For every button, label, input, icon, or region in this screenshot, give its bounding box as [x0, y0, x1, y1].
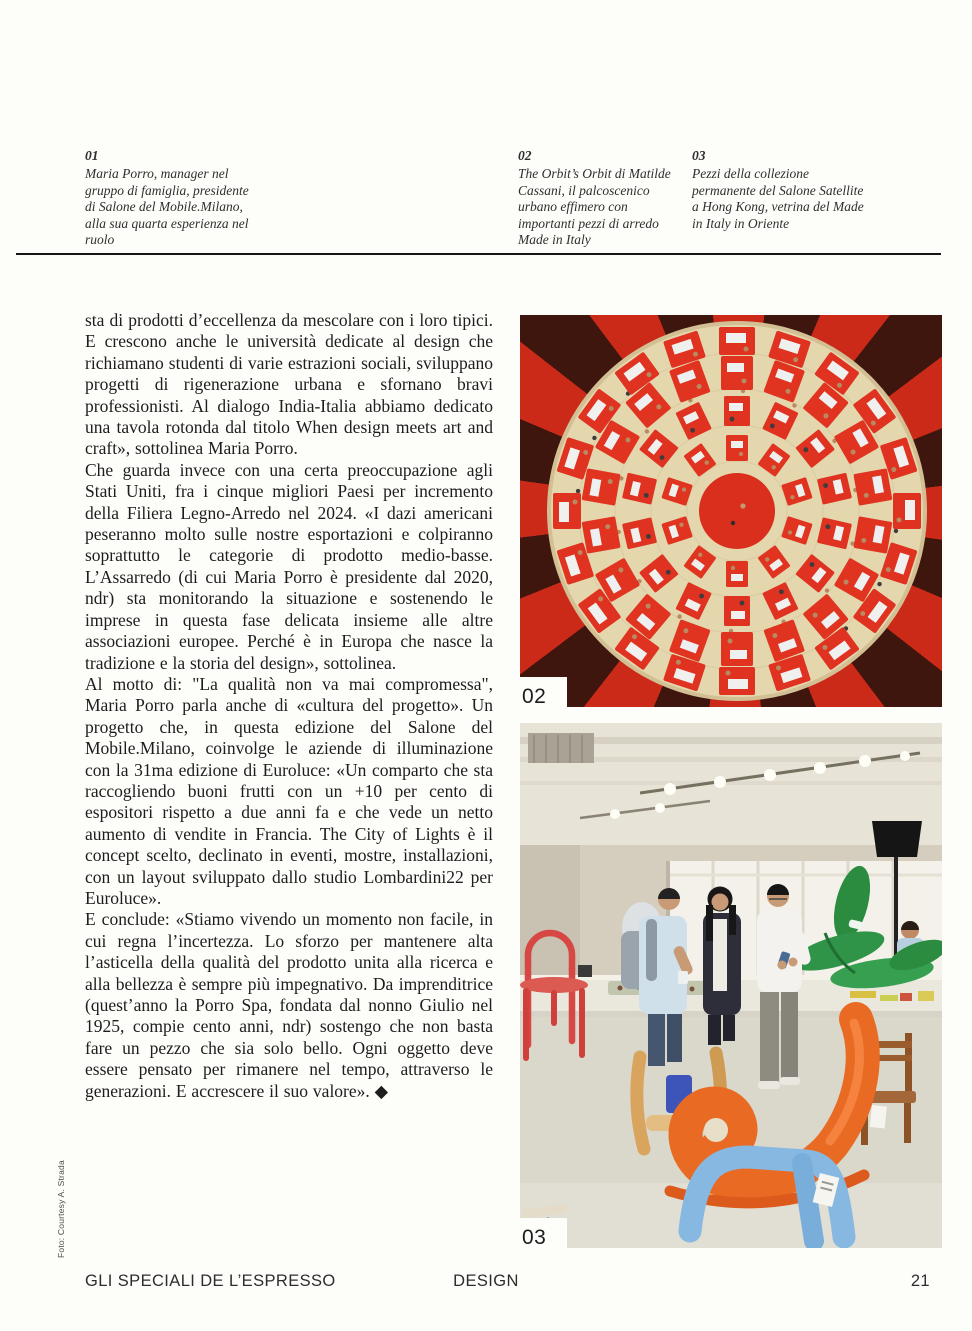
caption-02: [518, 148, 681, 248]
caption-01-text: Maria Porro, manager nel gruppo di famiglia, presidente di Salone del Mobile.Milano, alla sua quarta esperienza nel ruolo: [85, 166, 249, 248]
photo-03-label-box: [520, 1218, 567, 1248]
caption-01: [85, 148, 257, 248]
article-paragraph: Al motto di: "La qualità non va mai compromessa", Maria Porro parla anche di «cultura del progetto». Un progetto che, in questa edizione del Salone del Mobile.Milano, coinvolge le aziende di illuminazione con la 31ma edizione di Euroluce: «Un comparto che sta raccogliendo buoni frutti con un +10 per cento di espositori rispetto a due anni fa e che vede un netto aumento di vendite in Francia. The City of Lights è il concept scelto, declinato in eventi, mostre, installazioni, con un layout sviluppato dallo studio Lombardini22 per Euroluce».: [85, 673, 493, 908]
article-paragraph: E conclude: «Stiamo vivendo un momento non facile, in cui regna l’incertezza. Lo sforzo per mantenere alta l’asticella della qualità del prodotto unita alla ricerca e alla bellezza è sempre più impegnativo. Da imprenditrice (quest’anno la Porro Spa, fondata dal nonno Giulio nel 1925, compie cento anni, ndr) sostengo che non basta fare un pezzo che sia solo bello. Ogni oggetto deve essere pensato per rimanere nel tempo, attraverso le generazioni. E accrescere il suo valore». ◆: [85, 909, 493, 1101]
photo-02-label-box: [520, 677, 567, 707]
photo-03-label: 03: [522, 1226, 547, 1248]
aerial-photo-graphic: [520, 315, 942, 707]
caption-01-number: 01: [85, 148, 99, 163]
footer-section-title: DESIGN: [453, 1272, 519, 1290]
caption-02-number: 02: [518, 148, 532, 163]
photo-02-label: 02: [522, 685, 547, 707]
caption-02-text: The Orbit’s Orbit di Matilde Cassani, il palcoscenico urbano effimero con importanti pezzi di arredo Made in Italy: [518, 166, 671, 248]
article-body: [85, 310, 493, 1102]
caption-03-text: Pezzi della collezione permanente del Salone Satellite a Hong Kong, vetrina del Made in Italy in Oriente: [692, 166, 864, 231]
photo-showroom: [520, 723, 942, 1248]
caption-03-number: 03: [692, 148, 706, 163]
page-footer: [0, 1272, 972, 1296]
footer-series-title: GLI SPECIALI DE L’ESPRESSO: [85, 1272, 336, 1290]
photo-credit: Foto: Courtesy A. Strada: [56, 1160, 66, 1258]
footer-page-number: 21: [910, 1272, 930, 1290]
article-paragraph: sta di prodotti d’eccellenza da mescolare con i loro tipici. E crescono anche le università dedicate al design che richiamano studenti di varie estrazioni sociali, sviluppano progetti di rigenerazione urbana e sfornano bravi professionisti. Al dialogo India-Italia abbiamo dedicato una tavola rotonda dal titolo When design meets art and craft», sottolinea Maria Porro.: [85, 310, 493, 459]
article-paragraph: Che guarda invece con una certa preoccupazione agli Stati Uniti, fra i cinque migliori Paesi per incremento della Filiera Legno-Arredo nel 2024. «I dazi americani peseranno molto sulle nostre esportazioni e colpiranno soprattutto le categorie di prodotto medio-basse. L’Assarredo (di cui Maria Porro è presidente dal 2020, ndr) sta monitorando la situazione e sostenendo le imprese in questa fase delicata insieme alle altre associazioni europee. Perché è in Europa che nasce la tradizione e la storia del design», sottolinea.: [85, 459, 493, 673]
photo-aerial-installation: [520, 315, 942, 707]
divider-rule: [16, 253, 941, 255]
caption-03: [692, 148, 864, 232]
showroom-photo-graphic: [520, 723, 942, 1248]
